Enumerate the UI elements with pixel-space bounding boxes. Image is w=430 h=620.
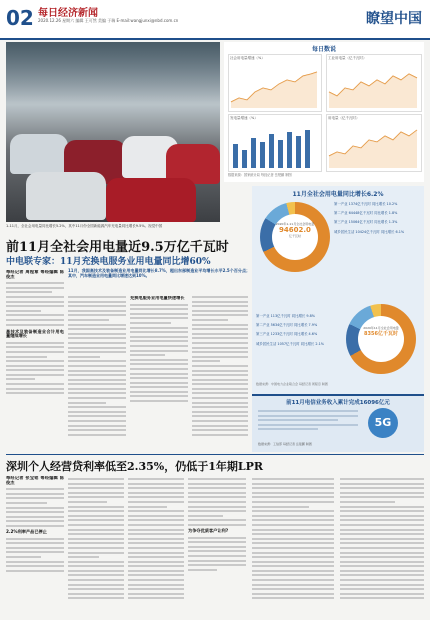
donut-annual bbox=[260, 202, 330, 272]
story-column-3 bbox=[130, 296, 188, 450]
data-charts-panel bbox=[224, 42, 424, 182]
issue-meta: 2020.12.26 星期六 编辑 王可然 美编 于瑞 E-mail:wangjunxi@nbd.com.cn bbox=[38, 18, 179, 23]
second-subhead-1: 2.2%利率产品已停止 bbox=[6, 528, 47, 534]
donut-november bbox=[346, 304, 416, 374]
section-divider bbox=[6, 454, 424, 455]
infographic-title: 11月全社会用电量同比增长6.2% bbox=[292, 191, 384, 198]
byline: 每经记者 周程章 每经编辑 陈俊杰 bbox=[6, 270, 64, 279]
main-subheadline: 中电联专家：11月充换电服务业用电量同比增60% bbox=[6, 257, 211, 267]
second-byline: 每经记者 张宝铭 每经编辑 陈俊杰 bbox=[6, 476, 64, 485]
chart-usage bbox=[326, 114, 422, 172]
story-column-2 bbox=[68, 296, 126, 438]
stat1-1: 第二产业 64448亿千瓦时 同比增长 1.8% bbox=[334, 211, 398, 216]
second-column-1 bbox=[6, 476, 64, 616]
subhead-2: 充换电服务业用电量快速增长 bbox=[130, 296, 185, 300]
stat1-2: 第三产业 15064亿千瓦时 同比增长 1.3% bbox=[334, 220, 398, 225]
stat1-3: 城乡居民生活 10424亿千瓦时 同比增长 6.1% bbox=[334, 229, 405, 234]
second-subhead-2: 为争夺优质客户让利? bbox=[188, 527, 229, 533]
second-column-5 bbox=[252, 478, 334, 602]
donut1-label: 2020年1-11月全社会用电量 bbox=[275, 222, 315, 226]
chart1-label: 社会用电量增速（%） bbox=[230, 56, 265, 60]
lead-photo bbox=[6, 42, 220, 222]
page-header bbox=[0, 0, 430, 40]
infographic-source: 数据来源：中国电力企业联合会 每经记者 周程章 制图 bbox=[256, 382, 328, 386]
second-column-4 bbox=[188, 478, 246, 618]
main-headline: 前11月全社会用电量近9.5万亿千瓦时 bbox=[6, 240, 229, 255]
stat2-3: 城乡居民生活 1057亿千瓦时 同比增长 2.1% bbox=[256, 341, 324, 346]
chart2-line bbox=[327, 62, 419, 108]
page-number: 02 bbox=[6, 6, 34, 30]
telecom-box bbox=[252, 394, 424, 452]
section-title: 瞭望中国 bbox=[366, 11, 422, 27]
5g-badge: 5G bbox=[368, 408, 398, 438]
chart4-label: 用电量（亿千瓦时） bbox=[328, 116, 360, 120]
subhead-1: 高技术及装备制造业合计用电量继续增长 bbox=[6, 328, 64, 339]
donut1-unit: 亿千瓦时 bbox=[288, 234, 301, 238]
second-column-2 bbox=[68, 478, 124, 602]
donut2-value: 8356亿千瓦时 bbox=[364, 331, 398, 337]
electricity-infographic bbox=[252, 186, 424, 450]
charts-panel-title: 每日数说 bbox=[311, 46, 336, 53]
stat2-0: 第一产业 113亿千瓦时 同比增长 9.8% bbox=[256, 314, 316, 318]
stat2-1: 第二产业 5634亿千瓦时 同比增长 7.9% bbox=[256, 323, 318, 328]
stat1-0: 第一产业 1374亿千瓦时 同比增长 10.2% bbox=[334, 202, 398, 206]
telecom-note: 数据来源：工信部 每经记者 岳楚鹏 制图 bbox=[258, 442, 312, 446]
lead-paragraph: 11月，我国高技术及装备制造业用电量同比增长8.7%，超出东部制造业平均增长水平2.5个百分点；其中，汽车制造业用电量同比增速达到10%。 bbox=[68, 268, 250, 278]
chart1-line bbox=[229, 62, 319, 108]
chart-industrial bbox=[326, 54, 422, 112]
chart3-label: 发电量增速（%） bbox=[230, 116, 258, 120]
donut2-label: 2020年11月全社会用电量 bbox=[363, 326, 399, 330]
charts-note: 数据来源：国家统计局 每经记者 岳楚鹏 制图 bbox=[228, 173, 292, 177]
second-headline: 深圳个人经营贷利率低至2.35%，仍低于1年期LPR bbox=[6, 460, 264, 473]
newspaper-brand: 每日经济新闻 bbox=[38, 8, 98, 19]
story-column-1 bbox=[6, 270, 64, 450]
story-column-4 bbox=[192, 296, 248, 438]
chart-generation bbox=[228, 114, 322, 172]
donut1-value: 94602.0 bbox=[279, 226, 311, 234]
chart4-line bbox=[327, 122, 419, 168]
chart3-bars bbox=[229, 122, 319, 168]
second-column-6 bbox=[340, 478, 424, 602]
stat2-2: 第三产业 1233亿千瓦时 同比增长 4.6% bbox=[256, 332, 318, 337]
chart-electricity-growth bbox=[228, 54, 322, 112]
second-column-3 bbox=[128, 478, 184, 602]
chart2-label: 工业用电量（亿千瓦时） bbox=[328, 56, 367, 60]
photo-caption: 1-11月，全社会用电量同比增长5.2%，其中11月份全国新能源汽车充电量同比增长9.5%。视觉中国 bbox=[6, 224, 163, 228]
telecom-title: 前11月电信业务收入累计完成16096亿元 bbox=[286, 400, 390, 406]
